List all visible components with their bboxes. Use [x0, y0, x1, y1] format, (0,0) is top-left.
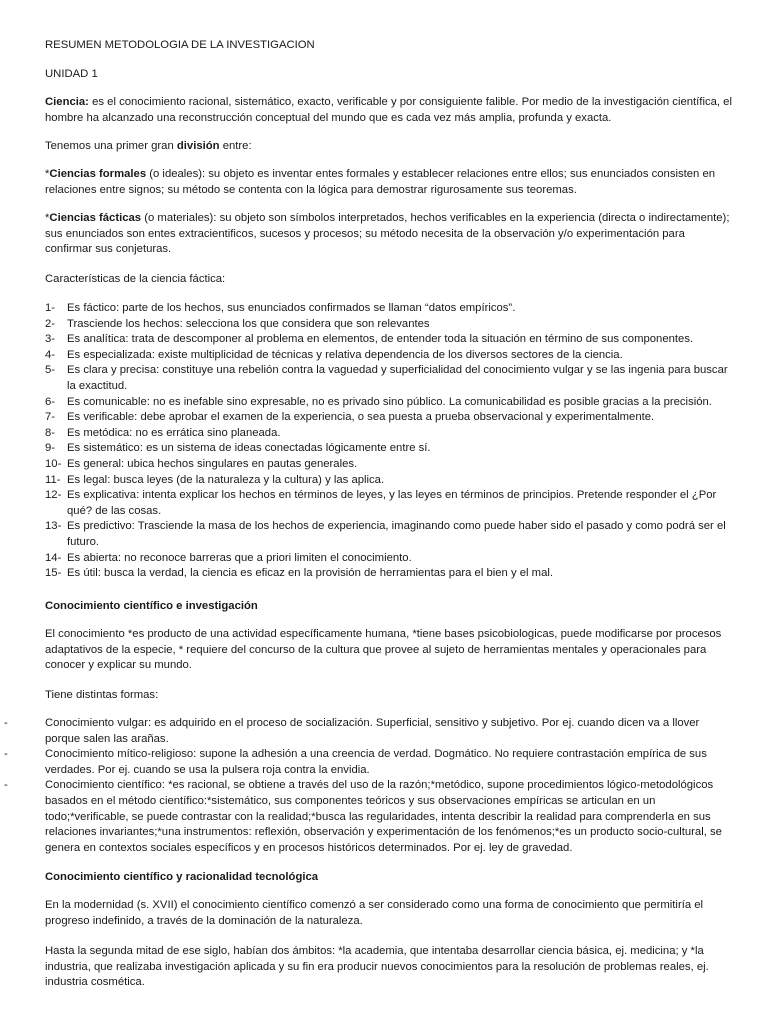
list-item	[45, 395, 735, 411]
list-text: Es general: ubica hechos singulares en pautas generales.	[67, 457, 358, 470]
list-item	[0, 778, 735, 856]
list-item	[45, 441, 735, 457]
list-item	[0, 747, 735, 778]
list-number: 12-	[45, 489, 62, 502]
ciencia-definition	[45, 95, 735, 126]
list-text: Conocimiento mítico-religioso: supone la adhesión a una creencia de verdad. Dogmático. No requiere contrastación empírica de sus verdades. Por ej. cuando se usa la pulsera roja contra la envidia.	[45, 748, 707, 776]
section3-heading-text: Conocimiento científico y racionalidad tecnológica	[45, 871, 319, 883]
list-item	[45, 301, 735, 317]
list-number: 11-	[45, 473, 61, 486]
formales-term: Ciencias formales	[49, 168, 147, 180]
list-item	[45, 519, 735, 550]
caracteristicas-list	[45, 301, 735, 582]
list-text: Es verificable: debe aprobar el examen de la experiencia, o sea puesta a prueba observacional y experimentalmente.	[67, 411, 655, 424]
ciencias-facticas-paragraph	[45, 211, 735, 258]
list-number: 1-	[45, 302, 56, 314]
list-item	[45, 332, 735, 348]
list-number: 15-	[45, 567, 62, 580]
list-text: Es legal: busca leyes (de la naturaleza y la cultura) y las aplica.	[67, 473, 385, 486]
list-number: 13-	[45, 520, 62, 533]
list-text: Es explicativa: intenta explicar los hechos en términos de leyes, y las leyes en términos de principios. Pretende responder el ¿Por qué? de las cosas.	[67, 489, 717, 517]
list-item	[45, 566, 735, 582]
ciencia-text: es el conocimiento racional, sistemático, exacto, verificable y por consiguiente falible. Por medio de la investigación científica, el hombre ha alcanzado una reconstrucción conceptual del mundo que es cada vez más amplia, profunda y exacta.	[45, 96, 732, 124]
list-number: 9-	[45, 442, 56, 455]
list-text: Es analítica: trata de descomponer al problema en elementos, de entender toda la situación en término de sus componentes.	[67, 333, 694, 346]
section-heading-conocimiento	[45, 599, 735, 615]
list-text: Es predictivo: Trasciende la masa de los hechos de experiencia, imaginando como puede haber sido el pasado y como podrá ser el futuro.	[67, 520, 726, 548]
list-item	[45, 410, 735, 426]
list-text: Conocimiento vulgar: es adquirido en el proceso de socialización. Superficial, sensitivo y subjetivo. Por ej. cuando dicen va a llover porque salen las arañas.	[45, 717, 700, 745]
list-number: 6-	[45, 395, 56, 408]
caracteristicas-intro: Características de la ciencia fáctica:	[45, 273, 226, 285]
facticas-term: Ciencias fácticas	[49, 212, 142, 224]
list-number: 8-	[45, 426, 56, 439]
facticas-text: (o materiales): su objeto son símbolos interpretados, hechos verificables en la experiencia (directa o indirectamente); sus enunciados son entes extracientificos, sucesos y procesos; su método necesita de la observación y/o experimentación para confirmar sus conjeturas.	[45, 212, 730, 256]
conocimiento-intro: El conocimiento *es producto de una actividad específicamente humana, *tiene bases psicobiologicas, puede modificarse por procesos adaptativos de la especie, * requiere del concurso de la cultura que provee al sujeto de herramientas mentales y operacionales para conocer y explicar su mundo.	[45, 628, 722, 672]
list-item	[45, 426, 735, 442]
list-item	[45, 363, 735, 394]
division-term: división	[176, 140, 220, 152]
list-number: 5-	[45, 364, 56, 377]
formas-list	[0, 716, 735, 856]
section-heading-racionalidad	[45, 870, 735, 886]
list-number: 7-	[45, 411, 56, 424]
list-text: Trasciende los hechos: selecciona los que considera que son relevantes	[67, 317, 430, 330]
list-number: 3-	[45, 333, 56, 346]
ambitos-paragraph: Hasta la segunda mitad de ese siglo, habían dos ámbitos: *la academia, que intentaba desarrollar ciencia básica, ej. medicina; y *la industria, que realizaba investigación aplicada y su fin era producir nuevos conocimientos para la resolución de problemas reales, ej. industria cosmética.	[45, 945, 709, 989]
list-text: Conocimiento científico: *es racional, se obtiene a través del uso de la razón;*metódico, supone procedimientos lógico-metodológicos basados en el método científico:*sistemático, sus componentes teóricos y sus observaciones empíricas se articulan en un todo;*verificable, se puede contrastar con la realidad;*busca las regularidades, intenta describir la realidad para comprenderla en sus relaciones invariantes;*una instrumentos: reflexión, observación y experimentación de los fenómenos;*es un producto socio-cultural, se genera en contextos sociales específicos y en procesos históricos determinados. Por ej. ley de gravedad.	[45, 779, 722, 854]
list-text: Es abierta: no reconoce barreras que a priori limiten el conocimiento.	[67, 551, 412, 564]
formales-text: (o ideales): su objeto es inventar entes formales y establecer relaciones entre ellos; sus enunciados consisten en relaciones entre signos; su método se contenta con la lógica para demostrar rigurosamente sus teoremas.	[45, 168, 716, 196]
facticas-star: *	[45, 212, 50, 224]
list-dash: -	[4, 779, 8, 792]
list-item	[45, 348, 735, 364]
division-post: entre:	[219, 140, 252, 152]
list-text: Es metódica: no es errática sino planeada.	[67, 426, 281, 439]
ciencia-term: Ciencia:	[45, 96, 89, 108]
division-pre: Tenemos una primer gran	[45, 140, 177, 152]
list-number: 10-	[45, 457, 62, 470]
list-item	[0, 716, 735, 747]
list-dash: -	[4, 717, 8, 729]
list-text: Es sistemático: es un sistema de ideas conectadas lógicamente entre sí.	[67, 442, 431, 455]
formas-intro: Tiene distintas formas:	[45, 689, 159, 701]
list-number: 2-	[45, 317, 56, 330]
list-number: 4-	[45, 348, 56, 361]
list-text: Es clara y precisa: constituye una rebelión contra la vaguedad y superficialidad del conocimiento vulgar y se las ingenia para buscar la exactitud.	[67, 364, 728, 392]
unit-heading: UNIDAD 1	[45, 68, 98, 80]
list-item	[45, 473, 735, 489]
modernidad-paragraph: En la modernidad (s. XVII) el conocimiento científico comenzó a ser considerado como una forma de conocimiento que permitiría el progreso indefinido, a través de la dominación de la naturaleza.	[45, 899, 704, 927]
list-item	[45, 317, 735, 333]
formales-star: *	[45, 168, 50, 180]
section2-heading-text: Conocimiento científico e investigación	[45, 600, 258, 612]
ciencias-formales-paragraph	[45, 167, 735, 198]
list-number: 14-	[45, 551, 62, 564]
list-text: Es fáctico: parte de los hechos, sus enunciados confirmados se llaman “datos empíricos”.	[67, 302, 516, 314]
list-item	[45, 551, 735, 567]
document-title: RESUMEN METODOLOGIA DE LA INVESTIGACION	[45, 39, 315, 51]
list-text: Es útil: busca la verdad, la ciencia es eficaz en la provisión de herramientas para el bien y el mal.	[67, 567, 554, 580]
list-item	[45, 488, 735, 519]
list-text: Es especializada: existe multiplicidad de técnicas y relativa dependencia de los diversos sectores de la ciencia.	[67, 348, 623, 361]
division-paragraph	[45, 139, 735, 155]
list-dash: -	[4, 748, 8, 761]
list-item	[45, 457, 735, 473]
list-text: Es comunicable: no es inefable sino expresable, no es privado sino público. La comunicabilidad es posible gracias a la precisión.	[67, 395, 712, 408]
